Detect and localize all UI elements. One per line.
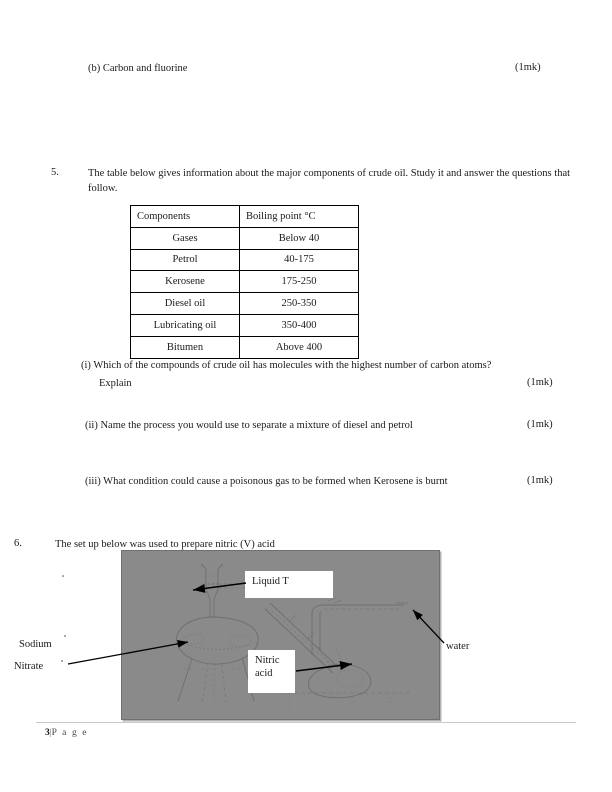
- callout-nitric-acid: [248, 650, 295, 693]
- page-speck: [64, 635, 66, 637]
- page-speck: [61, 660, 63, 662]
- label-water: water: [446, 641, 470, 652]
- question-5-part-ii-marks: (1mk): [527, 419, 553, 430]
- table-cell-component: Gases: [131, 227, 240, 249]
- table-row: [131, 271, 359, 293]
- footer-divider: [36, 722, 576, 723]
- table-row: [131, 249, 359, 271]
- table-header-components: Components: [131, 206, 240, 228]
- table-header-boiling-point: Boiling point °C: [240, 206, 359, 228]
- page-footer: [45, 728, 88, 738]
- label-nitrate: Nitrate: [14, 661, 44, 672]
- page-number: 3: [45, 728, 50, 738]
- label-sodium: Sodium: [19, 639, 52, 650]
- table-cell-boiling-point: 175-250: [240, 271, 359, 293]
- table-cell-component: Diesel oil: [131, 293, 240, 315]
- table-cell-component: Petrol: [131, 249, 240, 271]
- table-cell-boiling-point: 40-175: [240, 249, 359, 271]
- question-5-part-i-marks: (1mk): [527, 377, 553, 388]
- question-5-part-i-line1: (i) Which of the compounds of crude oil has molecules with the highest number of carbon atoms?: [81, 360, 492, 371]
- table-cell-boiling-point: Below 40: [240, 227, 359, 249]
- question-6-number: 6.: [14, 538, 22, 549]
- part-b-text: (b) Carbon and fluorine: [88, 63, 188, 74]
- table-cell-boiling-point: 350-400: [240, 314, 359, 336]
- table-cell-component: Kerosene: [131, 271, 240, 293]
- question-5-part-iii-text: (iii) What condition could cause a poisonous gas to be formed when Kerosene is burnt: [85, 476, 448, 487]
- crude-oil-table: [130, 205, 359, 359]
- table-row: [131, 314, 359, 336]
- footer-separator: |: [49, 728, 52, 738]
- table-cell-boiling-point: 250-350: [240, 293, 359, 315]
- callout-liquid-t-text: Liquid T: [252, 576, 289, 587]
- question-5-number: 5.: [51, 167, 59, 178]
- page-speck: [62, 575, 64, 577]
- question-5-stem: The table below gives information about the major components of crude oil. Study it and answer the questions that follow.: [88, 168, 571, 194]
- table-row: [131, 336, 359, 358]
- part-b-marks: (1mk): [515, 62, 541, 73]
- question-6-stem: The set up below was used to prepare nitric (V) acid: [55, 539, 275, 550]
- callout-liquid-t: [245, 571, 333, 598]
- table-cell-boiling-point: Above 400: [240, 336, 359, 358]
- table-cell-component: Bitumen: [131, 336, 240, 358]
- footer-page-word: P a g e: [51, 728, 89, 738]
- table-row: [131, 293, 359, 315]
- callout-nitric-acid-line2: acid: [255, 668, 273, 679]
- callout-nitric-acid-line1: Nitric: [255, 655, 280, 666]
- table-row: [131, 227, 359, 249]
- question-5-part-ii-text: (ii) Name the process you would use to separate a mixture of diesel and petrol: [85, 420, 413, 431]
- table-header-row: [131, 206, 359, 228]
- table-cell-component: Lubricating oil: [131, 314, 240, 336]
- question-5-part-iii-marks: (1mk): [527, 475, 553, 486]
- question-5-part-i-line2: Explain: [99, 378, 132, 389]
